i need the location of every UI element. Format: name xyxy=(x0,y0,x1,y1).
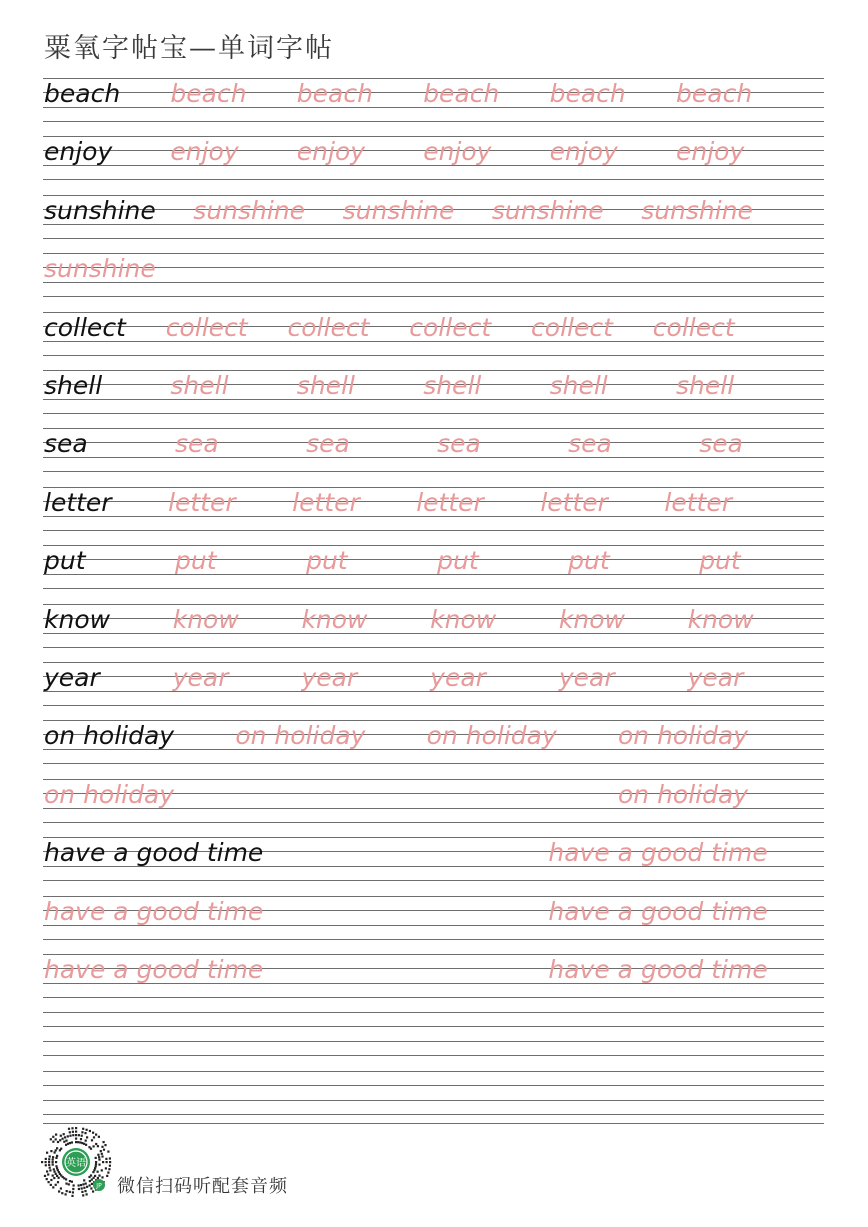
practice-row xyxy=(43,779,824,823)
trace-word: shell xyxy=(549,371,608,400)
trace-word: letter xyxy=(292,487,360,517)
trace-word: sea xyxy=(437,429,481,459)
guide-line xyxy=(43,822,824,823)
guide-line xyxy=(43,413,824,414)
model-word: shell xyxy=(44,371,103,400)
practice-row xyxy=(43,662,824,706)
model-word: put xyxy=(44,546,86,576)
practice-row xyxy=(43,195,824,239)
trace-word: collect xyxy=(165,312,248,342)
trace-word: letter xyxy=(664,487,732,517)
trace-word: put xyxy=(699,546,741,576)
trace-word: put xyxy=(306,546,348,576)
practice-row xyxy=(43,837,824,881)
trace-word: shell xyxy=(423,371,482,400)
model-word: have a good time xyxy=(44,838,264,868)
trace-word: enjoy xyxy=(423,137,492,167)
trace-word: sunshine xyxy=(342,195,455,225)
trace-word: collect xyxy=(409,312,492,342)
practice-row xyxy=(43,954,824,998)
practice-row xyxy=(43,253,824,297)
guide-line xyxy=(43,1085,824,1086)
trace-word: have a good time xyxy=(44,955,264,984)
trace-word: put xyxy=(437,546,479,576)
trace-word: have a good time xyxy=(548,896,768,926)
practice-row xyxy=(43,896,824,940)
guide-line xyxy=(43,647,824,648)
trace-word: sea xyxy=(699,429,743,459)
guide-line xyxy=(43,1123,824,1124)
trace-word: year xyxy=(430,663,486,692)
trace-word: collect xyxy=(287,312,370,342)
guide-line xyxy=(43,267,824,268)
trace-word: shell xyxy=(676,371,735,400)
practice-row xyxy=(43,136,824,180)
practice-row xyxy=(43,604,824,648)
trace-word: on holiday xyxy=(235,721,366,751)
trace-word: sea xyxy=(175,429,219,459)
model-word: collect xyxy=(44,312,126,342)
trace-word: sunshine xyxy=(491,195,604,225)
trace-word: have a good time xyxy=(548,955,768,984)
guide-line xyxy=(43,1055,824,1056)
trace-word: put xyxy=(175,546,217,576)
trace-word: letter xyxy=(540,487,608,517)
guide-line xyxy=(43,1026,824,1027)
guide-line xyxy=(43,588,824,589)
trace-word: sunshine xyxy=(44,254,156,284)
trace-word: beach xyxy=(296,79,373,108)
model-word: beach xyxy=(44,79,121,108)
practice-row xyxy=(43,720,824,764)
trace-word: beach xyxy=(423,79,500,108)
trace-word: put xyxy=(568,546,610,576)
practice-row xyxy=(43,370,824,414)
trace-word: collect xyxy=(531,312,613,342)
practice-row xyxy=(43,312,824,356)
trace-word: shell xyxy=(296,371,355,400)
guide-line xyxy=(43,121,824,122)
practice-row xyxy=(43,428,824,472)
trace-word: year xyxy=(301,663,358,692)
guide-line xyxy=(43,471,824,472)
trace-word: enjoy xyxy=(549,137,618,167)
trace-word: enjoy xyxy=(676,137,745,167)
trace-word: on holiday xyxy=(426,721,557,751)
footer xyxy=(40,1126,340,1198)
guide-line xyxy=(43,1100,824,1101)
trace-word: letter xyxy=(416,487,484,517)
page-title: 粟氧字帖宝—单词字帖 xyxy=(44,33,334,64)
audio-scan-hint: 微信扫码听配套音频 xyxy=(117,1176,288,1197)
trace-word: year xyxy=(172,663,229,692)
trace-word: beach xyxy=(170,79,247,108)
trace-word: on holiday xyxy=(618,779,749,809)
trace-word: sunshine xyxy=(193,195,306,225)
guide-line xyxy=(43,763,824,764)
trace-word: shell xyxy=(170,371,229,400)
trace-word: year xyxy=(687,663,744,692)
trace-word: know xyxy=(558,604,625,634)
trace-word: beach xyxy=(676,79,753,108)
model-word: sunshine xyxy=(44,195,156,225)
model-word: on holiday xyxy=(44,721,175,751)
trace-word: know xyxy=(172,604,239,634)
trace-word: on holiday xyxy=(44,779,175,809)
trace-word: enjoy xyxy=(170,137,239,167)
trace-word: know xyxy=(301,604,368,634)
model-word: know xyxy=(44,604,111,634)
trace-word: beach xyxy=(549,79,626,108)
trace-word: enjoy xyxy=(296,137,366,167)
guide-line xyxy=(43,179,824,180)
guide-line xyxy=(43,880,824,881)
practice-row xyxy=(43,1012,824,1056)
trace-word: sea xyxy=(306,429,350,459)
practice-row xyxy=(43,78,824,122)
guide-line xyxy=(43,1012,824,1013)
model-word: sea xyxy=(44,429,88,459)
trace-word: have a good time xyxy=(548,838,768,868)
qr-code-icon[interactable] xyxy=(40,1126,112,1198)
badge-label: 英语 xyxy=(66,1158,86,1169)
guide-line xyxy=(43,1041,824,1042)
trace-word: year xyxy=(558,663,615,692)
guide-line xyxy=(43,997,824,998)
model-word: enjoy xyxy=(44,137,113,167)
trace-word: sunshine xyxy=(641,195,753,225)
guide-line xyxy=(43,355,824,356)
practice-row xyxy=(43,487,824,531)
guide-line xyxy=(43,1114,824,1115)
practice-row xyxy=(43,545,824,589)
trace-word: sea xyxy=(568,429,612,459)
badge-small-label: JP xyxy=(96,1182,102,1190)
guide-line xyxy=(43,530,824,531)
trace-word: know xyxy=(430,604,497,634)
guide-line xyxy=(43,939,824,940)
practice-row xyxy=(43,1071,824,1115)
trace-word: letter xyxy=(168,487,236,517)
trace-word: know xyxy=(687,604,754,634)
trace-word: collect xyxy=(652,312,735,342)
guide-line xyxy=(43,282,824,283)
trace-word: on holiday xyxy=(618,721,749,751)
guide-line xyxy=(43,238,824,239)
trace-word: have a good time xyxy=(44,896,264,926)
guide-line xyxy=(43,253,824,254)
model-word: letter xyxy=(44,487,112,517)
model-word: year xyxy=(44,663,100,692)
guide-line xyxy=(43,705,824,706)
guide-line xyxy=(43,1071,824,1072)
guide-line xyxy=(43,296,824,297)
